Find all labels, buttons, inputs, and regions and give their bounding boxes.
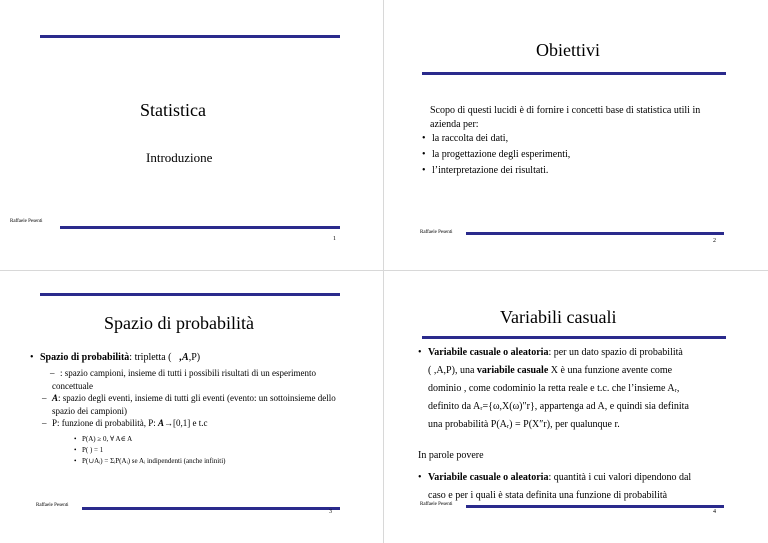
slide-1 (0, 0, 383, 270)
dash-item (52, 417, 208, 430)
symbol-a: A (52, 393, 59, 403)
term-bold: Spazio di probabilità (40, 352, 130, 363)
text-span: : tripletta ( (129, 352, 172, 363)
page-number: 1 (333, 236, 336, 242)
bullet-item (40, 351, 200, 365)
page-number: 2 (713, 238, 716, 244)
text-span: P: funzione di probabilità, P: (52, 418, 158, 428)
bullet-item: • la raccolta dei dati, (432, 132, 508, 146)
sub-bullet: • P( ) = 1 (82, 446, 103, 455)
top-bar (40, 35, 340, 38)
slide-2 (384, 0, 767, 270)
term-bold: variabile casuale (476, 365, 549, 376)
slide-title: Statistica (140, 100, 206, 120)
text-span: X è una funzione avente come (548, 365, 673, 376)
bullet-item: • la progettazione degli esperimenti, (432, 148, 570, 162)
dash-item: – : spazio campioni, insieme di tutti i possibili risultati di un esperimento concettuale (52, 367, 342, 392)
slide-title: Variabili casuali (500, 307, 617, 327)
text-line: definito da Aᵣ={ω,X(ω)″r}, appartenga ad A, e quindi sia definita (428, 401, 689, 412)
text-line: dominio , come codominio la retta reale e t.c. che l’insieme Aᵣ, (428, 383, 680, 394)
slide-3 (0, 271, 383, 541)
author-label: Raffaele Pesenti (420, 502, 453, 507)
page-number: 4 (713, 509, 716, 515)
text-span: : per un dato spazio di probabilità (548, 347, 683, 358)
text-span: : quantità i cui valori dipendono dal (548, 472, 692, 483)
bullet-item: • l’interpretazione dei risultati. (432, 164, 548, 178)
text-line (428, 362, 672, 380)
plain-text: In parole povere (418, 450, 484, 461)
symbol-a: ,A (179, 352, 189, 363)
sub-bullet: • P(∪Aᵢ) = ΣᵢP(Aᵢ) se Aᵢ indipendenti (anche infiniti) (82, 457, 225, 466)
slide-4 (384, 271, 767, 541)
bottom-bar (466, 232, 724, 235)
term-bold: Variabile casuale o aleatoria (428, 472, 549, 483)
text-line: caso e per i quali è stata definita una funzione di probabilità (428, 490, 668, 501)
slide-subtitle: Introduzione (146, 150, 213, 165)
text-line: una probabilità P(Aᵣ) = P(X″r), per qualunque r. (428, 419, 620, 430)
author-label: Raffaele Pesenti (10, 219, 43, 224)
bottom-bar (82, 507, 340, 510)
intro-text: Scopo di questi lucidi è di fornire i concetti base di statistica utili in azienda per: (430, 105, 701, 130)
author-label: Raffaele Pesenti (36, 503, 69, 508)
text-span: : spazio degli eventi, insieme di tutti gli eventi (evento: un sottoinsieme dello spazio dei campioni) (52, 393, 336, 416)
dash-item (52, 392, 342, 417)
top-bar (40, 293, 340, 296)
bottom-bar (60, 226, 340, 229)
symbol-a: A (158, 418, 165, 428)
term-bold: Variabile casuale o aleatoria (428, 347, 549, 358)
text-span: ,P) (188, 352, 201, 363)
text-span: →[0,1] e t.c (164, 418, 208, 428)
slide-title: Spazio di probabilità (104, 313, 254, 333)
top-bar (422, 72, 726, 75)
bottom-bar (466, 505, 724, 508)
text-span: ( ,A,P), una (428, 365, 477, 376)
top-bar (422, 336, 726, 339)
sub-bullet: • P(A) ≥ 0, ∀ A∈ A (82, 435, 132, 444)
slide-title: Obiettivi (536, 40, 600, 60)
author-label: Raffaele Pesenti (420, 230, 453, 235)
page-number: 3 (329, 509, 332, 515)
bullet-item (428, 469, 691, 487)
bullet-item (428, 344, 683, 362)
